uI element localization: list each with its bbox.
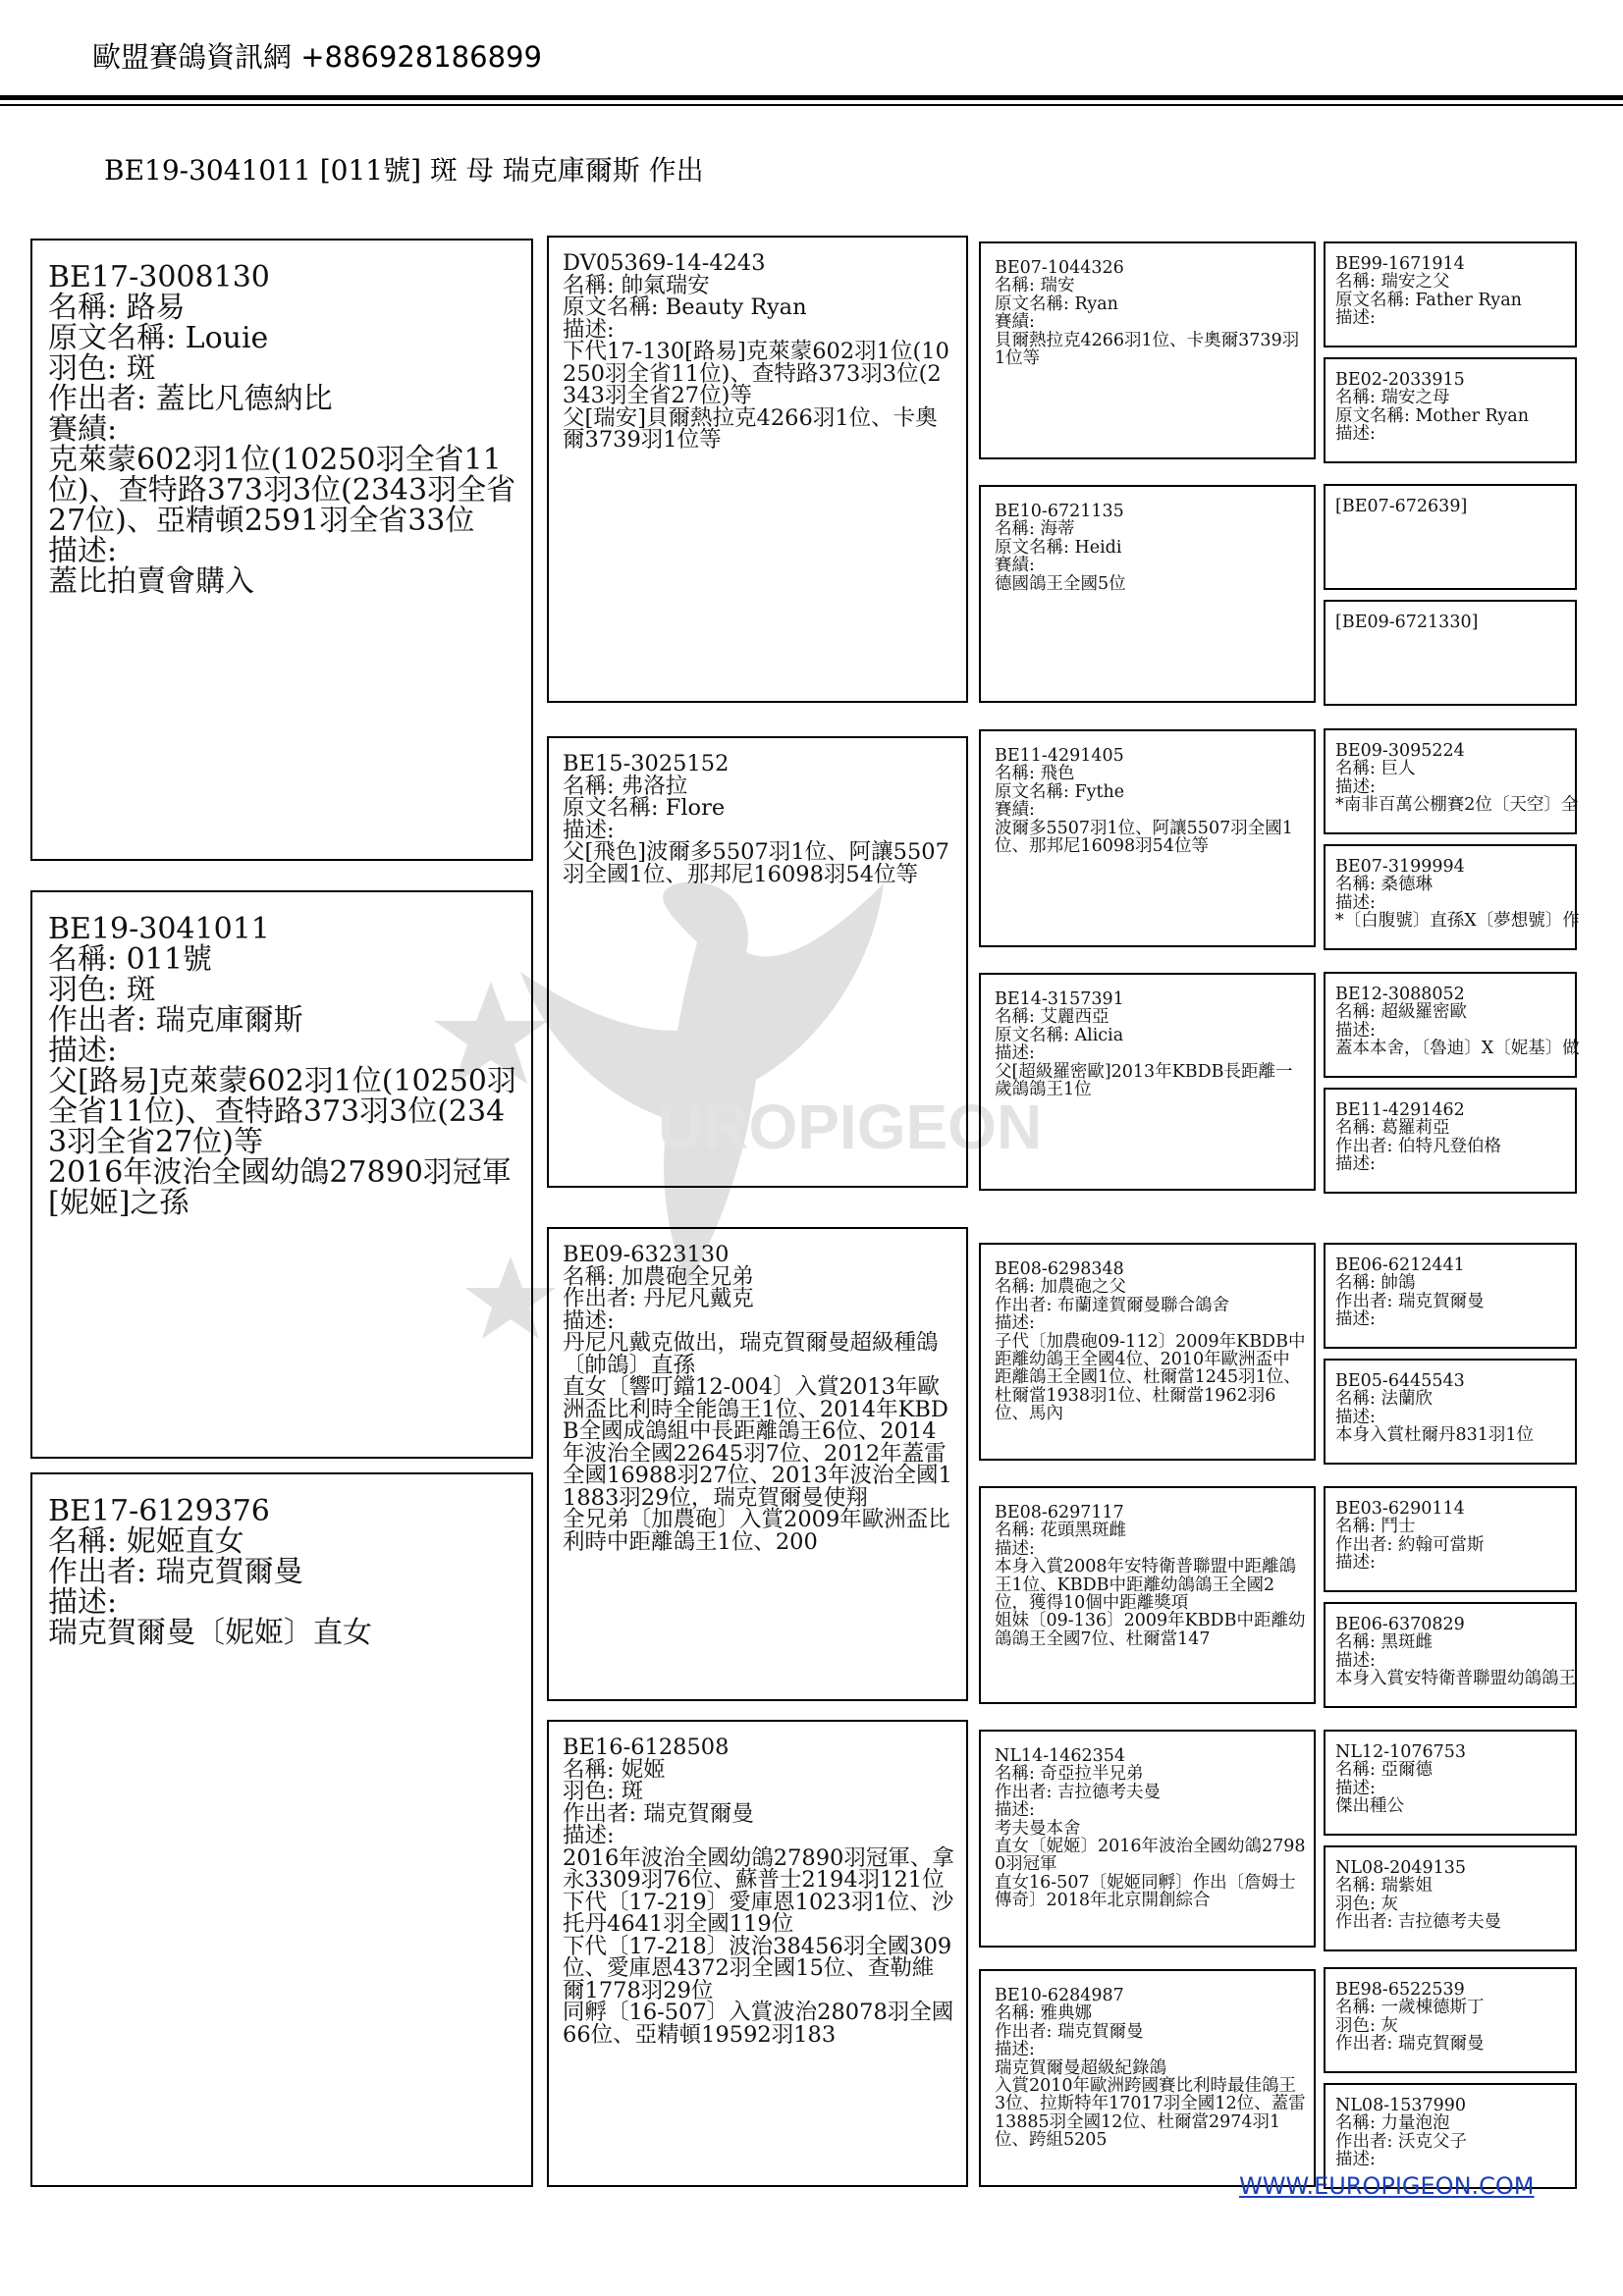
ring-number: BE19-3041011 [48,912,270,946]
ring-number: NL08-2049135 [1335,1858,1467,1878]
pedigree-box-g4-5 [1324,844,1580,950]
detail-line: 作出者: 瑞克賀爾曼 [563,1800,754,1827]
detail-line: 描述: [563,1823,615,1848]
detail-line: 描述: [1335,1553,1376,1574]
pedigree-box-g4-11 [1324,1602,1577,1708]
ring-number: BE03-6290114 [1335,1499,1465,1519]
detail-line: 羽色: 斑 [48,351,156,386]
detail-line: 克萊蒙602羽1位(10250羽全省11位)、查特路373羽3位(2343羽全省27位)、亞精頓2591羽全省33位 [48,443,516,538]
detail-line: 賽績: [995,556,1035,576]
detail-line: 賽績: [995,312,1035,333]
detail-line: 原文名稱: Beauty Ryan [563,294,807,320]
detail-line: 原文名稱: Father Ryan [1335,290,1522,310]
ring-number: BE08-6297117 [995,1503,1124,1522]
pedigree-box-g4-9 [1324,1359,1577,1465]
ring-number: BE11-4291462 [1335,1100,1465,1120]
detail-line: 描述: [1335,1020,1376,1041]
pedigree-box-sire [30,239,533,861]
ring-number: BE09-6323130 [563,1242,730,1267]
pedigree-box-g4-14 [1324,1967,1577,2073]
detail-line: 描述: [48,1034,118,1068]
detail-line: 瑞克賀爾曼超級紀錄鴿 [995,2057,1166,2078]
pedigree-box-dam [30,1472,533,2187]
detail-line: 作出者: 瑞克賀爾曼 [48,1555,303,1589]
detail-line: 貝爾熱拉克4266羽1位、卡奧爾3739羽1位等 [995,330,1300,369]
detail-line: 直女16-507〔妮姬同孵〕作出〔詹姆士傳奇〕2018年北京開創綜合 [995,1872,1296,1911]
pedigree-box-sdd [979,973,1316,1191]
ring-number: BE07-3199994 [1335,857,1465,877]
ring-number: BE10-6721135 [995,502,1124,521]
detail-line: 下代〔17-219〕愛庫恩1023羽1位、沙托丹4641羽全國119位 [563,1889,954,1937]
detail-line: 2016年波治全國幼鴿27890羽冠軍[妮姬]之孫 [48,1155,512,1220]
pedigree-box-ddd [979,1969,1316,2187]
detail-line: 描述: [563,316,615,343]
detail-line: 父[超級羅密歐]2013年KBDB長距離一歲鴿鴿王1位 [995,1061,1293,1100]
ring-number: BE98-6522539 [1335,1980,1465,2000]
pedigree-box-dsd [979,1486,1316,1704]
detail-line: 子代〔加農砲09-112〕2009年KBDB中距離幼鴿王全國4位、2010年歐洲盃中距離鴿王全國1位、杜爾當1245羽1位、杜爾當1938羽1位、杜爾當1962羽6位、馬內 [995,1331,1306,1424]
ring-number: BE99-1671914 [1335,254,1465,274]
detail-line: 名稱: 花頭黑斑雌 [995,1521,1126,1541]
ring-number: [BE09-6721330] [1335,613,1479,632]
detail-line: *〔白腹號〕直孫X〔夢想號〕作 [1335,911,1580,932]
detail-line: 作出者: 布蘭達賀爾曼聯合鴿舍 [995,1295,1229,1315]
detail-line: 名稱: 海蒂 [995,519,1075,540]
detail-line: 原文名稱: Ryan [995,294,1118,314]
detail-line: 描述: [1335,1778,1376,1798]
ring-number: BE06-6212441 [1335,1255,1465,1275]
pedigree-box-dds [979,1730,1316,1948]
ring-number: DV05369-14-4243 [563,250,766,276]
pedigree-box-g4-4 [1324,728,1577,834]
detail-line: 作出者: 吉拉德考夫曼 [1335,1912,1501,1933]
detail-line: 名稱: 瑞安 [995,276,1075,296]
detail-line: 描述: [1335,1650,1376,1671]
detail-line: 羽色: 斑 [48,973,156,1007]
ring-number: BE10-6284987 [995,1986,1124,2005]
detail-line: 直女〔響叮鐺12-004〕入賞2013年歐洲盃比利時全能鴿王1位、2014年KBDB全國成鴿組中長距離鴿王6位、2014年波治全國22645羽7位、2012年蓋雷全國16988羽27位、2013年波治全國11883羽29位，瑞克賀爾曼使翔 [563,1374,952,1511]
detail-line: 描述: [48,534,118,568]
detail-line: 下代17-130[路易]克萊蒙602羽1位(10250羽全省11位)、查特路373羽3位(2343羽全省27位)等 [563,339,949,408]
ring-number: BE16-6128508 [563,1735,730,1760]
detail-line: 下代〔17-218〕波治38456羽全國309位、愛庫恩4372羽全國15位、查勒維爾1778羽29位 [563,1933,952,2003]
detail-line: 名稱: 奇亞拉半兄弟 [995,1764,1144,1785]
pedigree-box-dss [979,1243,1316,1461]
detail-line: 描述: [1335,1407,1376,1427]
detail-line: 名稱: 一歲棟德斯丁 [1335,1998,1485,2018]
pedigree-box-g4-3 [1324,600,1577,706]
pedigree-box-g4-13 [1324,1845,1577,1951]
detail-line: 名稱: 黑斑雌 [1335,1632,1433,1653]
ring-number: BE14-3157391 [995,989,1124,1009]
detail-line: 名稱: 瑞安之母 [1335,388,1450,408]
detail-line: 描述: [48,1585,118,1620]
detail-line: 描述: [1335,776,1376,797]
ring-number: BE08-6298348 [995,1259,1124,1279]
detail-line: 名稱: 瑞安之父 [1335,272,1450,293]
detail-line: 賽績: [995,800,1035,821]
ring-number: BE05-6445543 [1335,1371,1465,1391]
detail-line: 丹尼凡戴克做出，瑞克賀爾曼超級種鴿〔帥鴿〕直孫 [563,1330,939,1378]
pedigree-box-dam-dam [547,1720,968,2187]
website-link[interactable]: WWW.EUROPIGEON.COM [1239,2172,1535,2200]
detail-line: 描述: [995,1043,1035,1064]
detail-line: 名稱: 弗洛拉 [563,773,688,799]
detail-line: 全兄弟〔加農砲〕入賞2009年歐洲盃比利時中距離鴿王1位、200 [563,1507,950,1555]
detail-line: 名稱: 路易 [48,291,186,325]
ring-number: NL08-1537990 [1335,2096,1467,2115]
detail-line: 名稱: 艾麗西亞 [995,1007,1109,1028]
detail-line: 描述: [1335,2150,1376,2170]
detail-line: 名稱: 鬥士 [1335,1517,1416,1537]
detail-line: 蓋本本舍，〔魯迪〕X〔妮基〕做 [1335,1039,1580,1059]
detail-line: 描述: [563,1308,615,1334]
detail-line: 描述: [1335,1309,1376,1330]
header-rule-thick [0,95,1623,100]
detail-line: 描述: [1335,424,1376,445]
detail-line: 原文名稱: Mother Ryan [1335,405,1529,426]
detail-line: 名稱: 力量泡泡 [1335,2113,1450,2134]
pedigree-box-g4-8 [1324,1243,1577,1349]
detail-line: 父[路易]克萊蒙602羽1位(10250羽全省11位)、查特路373羽3位(2343羽全省27位)等 [48,1064,516,1159]
detail-line: 作出者: 瑞克賀爾曼 [1335,2034,1485,2055]
pedigree-box-subject [30,890,533,1459]
detail-line: 羽色: 灰 [1335,1894,1398,1914]
detail-line: 名稱: 加農砲全兄弟 [563,1263,754,1290]
ring-number: BE17-3008130 [48,260,270,294]
detail-line: 入賞2010年歐洲跨國賽比利時最佳鴿王3位、拉斯特年17017羽全國12位、蓋雷13885羽全國12位、杜爾當2974羽1位、跨組5205 [995,2076,1306,2151]
detail-line: 描述: [1335,892,1376,913]
detail-line: 原文名稱: Fythe [995,781,1125,802]
detail-line: 名稱: 超級羅密歐 [1335,1002,1467,1023]
detail-line: 名稱: 瑞紫姐 [1335,1876,1433,1896]
pedigree-box-dam-sire [547,1227,968,1701]
detail-line: 描述: [1335,308,1376,329]
detail-line: 名稱: 妮姬直女 [48,1524,244,1559]
detail-line: 作出者: 沃克父子 [1335,2131,1467,2152]
detail-line: 名稱: 011號 [48,942,212,977]
detail-line: 作出者: 吉拉德考夫曼 [995,1782,1161,1802]
pedigree-box-sire-sire [547,236,968,703]
detail-line: 名稱: 巨人 [1335,759,1416,779]
ring-number: NL12-1076753 [1335,1742,1467,1762]
detail-line: 名稱: 桑德琳 [1335,875,1433,895]
ring-number: BE12-3088052 [1335,985,1465,1004]
header-company: 歐盟賽鴿資訊網 +886928186899 [92,40,542,74]
detail-line: *南非百萬公棚賽2位〔天空〕全 [1335,795,1579,816]
detail-line: 父[飛色]波爾多5507羽1位、阿讓5507羽全國1位、那邦尼16098羽54位等 [563,839,949,887]
pedigree-box-g4-2 [1324,484,1577,590]
detail-line: 波爾多5507羽1位、阿讓5507羽全國1位、那邦尼16098羽54位等 [995,818,1293,857]
detail-line: 作出者: 瑞克庫爾斯 [48,1003,303,1038]
pedigree-box-g4-10 [1324,1486,1577,1592]
detail-line: 羽色: 斑 [563,1779,644,1804]
detail-line: 本身入賞杜爾丹831羽1位 [1335,1425,1535,1446]
detail-line: 名稱: 飛色 [995,764,1075,784]
detail-line: 作出者: 蓋比凡德納比 [48,382,333,416]
detail-line: 德國鴿王全國5位 [995,573,1126,594]
detail-line: 描述: [995,2040,1035,2060]
detail-line: 描述: [563,817,615,843]
detail-line: 名稱: 加農砲之父 [995,1277,1126,1298]
detail-line: 直女〔妮姬〕2016年波治全國幼鴿27980羽冠軍 [995,1837,1306,1875]
detail-line: 描述: [995,1538,1035,1559]
document-title: BE19-3041011 [011號] 斑 母 瑞克庫爾斯 作出 [104,154,704,187]
pedigree-box-g4-0 [1324,241,1577,347]
pedigree-box-sds [979,729,1316,947]
detail-line: 名稱: 帥鴿 [1335,1273,1416,1294]
detail-line: 描述: [995,1800,1035,1821]
ring-number: BE15-3025152 [563,751,730,776]
ring-number: BE11-4291405 [995,746,1124,766]
ring-number: [BE07-672639] [1335,497,1468,516]
pedigree-box-g4-7 [1324,1088,1577,1194]
detail-line: 名稱: 雅典娜 [995,2003,1092,2024]
detail-line: 描述: [995,1313,1035,1334]
ring-number: NL14-1462354 [995,1746,1126,1766]
pedigree-box-ssd [979,485,1316,703]
detail-line: 原文名稱: Alicia [995,1025,1124,1045]
ring-number: BE17-6129376 [48,1494,270,1528]
pedigree-box-g4-12 [1324,1730,1577,1836]
detail-line: 羽色: 灰 [1335,2015,1398,2036]
ring-number: BE06-6370829 [1335,1615,1465,1634]
detail-line: 名稱: 妮姬 [563,1756,666,1783]
pedigree-box-g4-1 [1324,357,1577,463]
detail-line: 作出者: 瑞克賀爾曼 [1335,1291,1485,1311]
detail-line: 同孵〔16-507〕入賞波治28078羽全國66位、亞精頓19592羽183 [563,2000,954,2048]
detail-line: 作出者: 約翰可當斯 [1335,1534,1485,1555]
detail-line: 名稱: 葛羅莉亞 [1335,1118,1450,1139]
detail-line: 作出者: 丹尼凡戴克 [563,1286,754,1311]
ring-number: BE09-3095224 [1335,741,1465,761]
detail-line: 作出者: 瑞克賀爾曼 [995,2021,1144,2042]
detail-line: 描述: [1335,1154,1376,1175]
detail-line: 父[瑞安]貝爾熱拉克4266羽1位、卡奧爾3739羽1位等 [563,404,938,453]
detail-line: 2016年波治全國幼鴿27890羽冠軍、拿永3309羽76位、蘇普士2194羽121位 [563,1844,954,1893]
pedigree-box-sire-dam [547,736,968,1188]
pedigree-box-sss [979,241,1316,459]
detail-line: 名稱: 帥氣瑞安 [563,272,710,298]
detail-line: 本身入賞安特衛普聯盟幼鴿鴿王 [1335,1669,1576,1689]
detail-line: 原文名稱: Louie [48,321,269,355]
detail-line: 考夫曼本舍 [995,1818,1081,1839]
detail-line: 名稱: 亞爾德 [1335,1760,1433,1781]
watermark-text: UROPIGEON [658,1092,1043,1162]
detail-line: 瑞克賀爾曼〔妮姬〕直女 [48,1616,372,1650]
detail-line: 原文名稱: Flore [563,795,726,821]
detail-line: 原文名稱: Heidi [995,537,1122,558]
detail-line: 本身入賞2008年安特衛普聯盟中距離鴿王1位、KBDB中距離幼鴿鴿王全國2位，獲得10個中距離獎項 [995,1557,1297,1614]
detail-line: 姐妹〔09-136〕2009年KBDB中距離幼鴿鴿王全國7位、杜爾當147 [995,1611,1306,1649]
ring-number: BE02-2033915 [1335,370,1465,390]
detail-line: 名稱: 法蘭欣 [1335,1389,1433,1410]
detail-line: 蓋比拍賣會購入 [48,564,254,599]
detail-line: 賽績: [48,412,118,447]
detail-line: 作出者: 伯特凡登伯格 [1335,1136,1501,1156]
ring-number: BE07-1044326 [995,258,1124,278]
header-rule-thin [0,104,1623,106]
pedigree-box-g4-6 [1324,972,1580,1078]
detail-line: 傑出種公 [1335,1796,1404,1817]
